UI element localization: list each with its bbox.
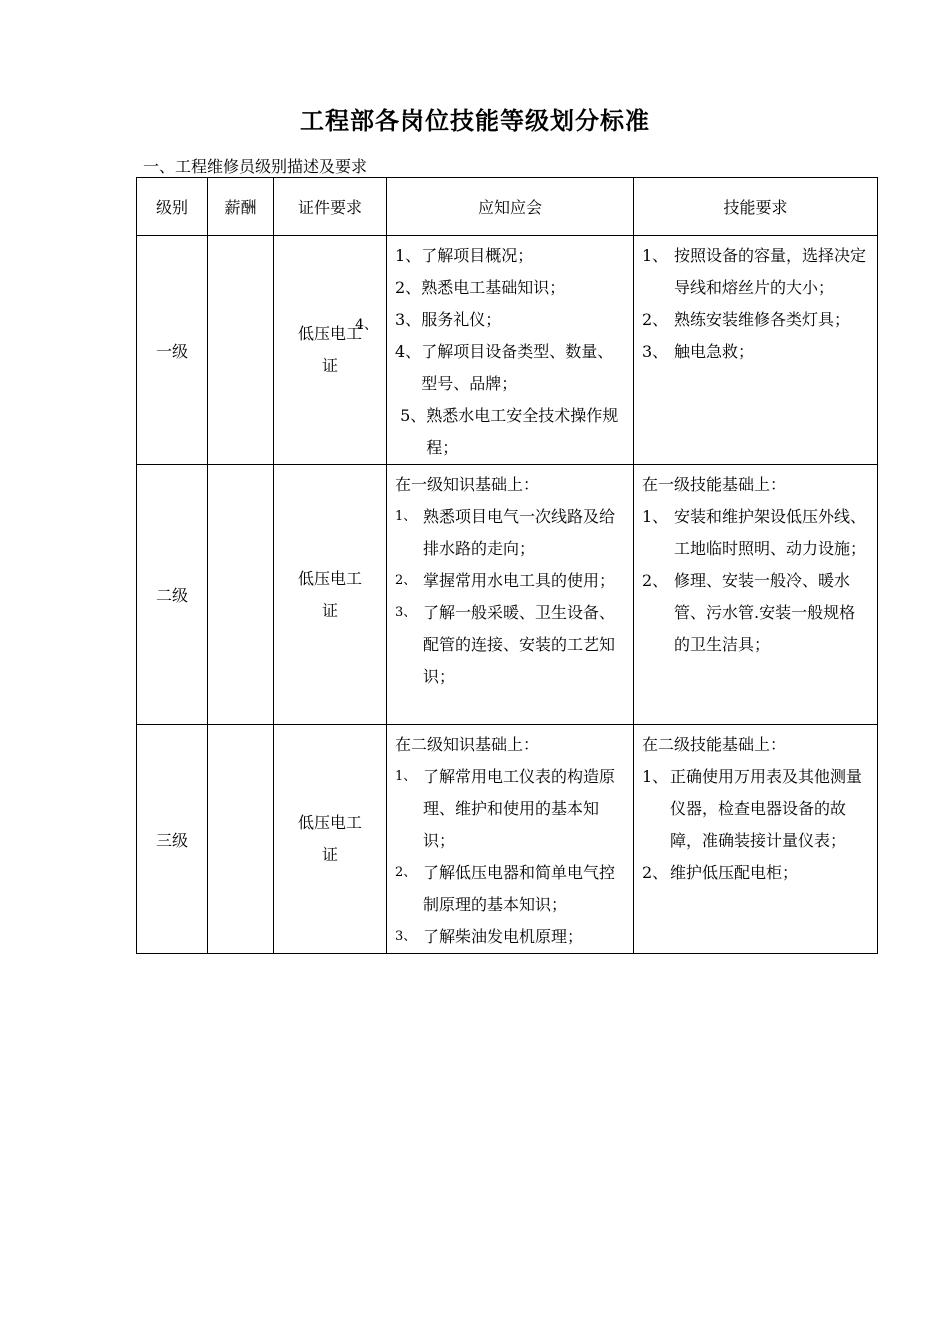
list-item: 2、 修理、安装一般冷、暖水管、污水管.安装一般规格的卫生洁具；	[642, 571, 856, 654]
table-row	[137, 465, 878, 725]
list-item: 2、 熟悉电工基础知识；	[395, 278, 566, 297]
list-item: 1、 安装和维护架设低压外线、工地临时照明、动力设施；	[642, 507, 867, 558]
knowledge-lead: 在二级知识基础上：	[395, 735, 540, 754]
knowledge-cell	[387, 465, 634, 725]
salary-cell	[208, 465, 274, 725]
salary-cell	[208, 236, 274, 465]
list-item: 2、 熟练安装维修各类灯具；	[642, 310, 851, 329]
level-cell: 一级	[137, 236, 208, 465]
knowledge-cell	[387, 725, 634, 954]
skills-lead: 在一级技能基础上：	[642, 475, 787, 494]
section-heading: 一、工程维修员级别描述及要求	[143, 157, 368, 176]
list-item: 3、 了解柴油发电机原理；	[395, 927, 584, 946]
cert-cell	[274, 236, 387, 465]
skills-lead: 在二级技能基础上：	[642, 735, 787, 754]
cert-cell	[274, 465, 387, 725]
skills-cell	[634, 725, 878, 954]
cert-text: 低压电工证	[297, 813, 362, 864]
knowledge-lead: 在一级知识基础上：	[395, 475, 540, 494]
header-knowledge: 应知应会	[387, 178, 634, 236]
list-item: 4、 了解项目设备类型、数量、型号、品牌；	[395, 342, 614, 393]
level-table	[136, 177, 878, 954]
salary-cell	[208, 725, 274, 954]
list-item: 2、 掌握常用水电工具的使用；	[395, 571, 616, 590]
list-item: 3、 了解一般采暖、卫生设备、配管的连接、安装的工艺知识；	[395, 603, 616, 686]
list-item: 1、 正确使用万用表及其他测量仪器，检查电器设备的故障，准确装接计量仪表；	[642, 767, 863, 850]
list-item: 1、 熟悉项目电气一次线路及给排水路的走向；	[395, 507, 616, 558]
table-row	[137, 236, 878, 465]
list-item: 3、 服务礼仪；	[395, 310, 502, 329]
table-header-row	[137, 178, 878, 236]
cert-cell	[274, 725, 387, 954]
level-cell: 三级	[137, 725, 208, 954]
list-item: 1、 按照设备的容量，选择决定导线和熔丝片的大小；	[642, 246, 867, 297]
table-row	[137, 725, 878, 954]
page-title: 工程部各岗位技能等级划分标准	[300, 106, 650, 135]
list-item: 1、 了解项目概况；	[395, 246, 534, 265]
list-item: 3、 触电急救；	[642, 342, 755, 361]
header-level: 级别	[137, 178, 208, 236]
cert-text: 低压电工证	[297, 568, 362, 620]
header-skills: 技能要求	[634, 178, 878, 236]
knowledge-cell	[387, 236, 634, 465]
list-item: 1、 了解常用电工仪表的构造原理、维护和使用的基本知识；	[395, 767, 616, 850]
skills-cell	[634, 465, 878, 725]
header-salary: 薪酬	[208, 178, 274, 236]
level-cell: 二级	[137, 465, 208, 725]
stray-number: 4、	[355, 316, 378, 333]
list-item: 5、 熟悉水电工安全技术操作规程；	[395, 406, 619, 457]
cert-text: 低压电工证	[297, 324, 362, 375]
header-cert: 证件要求	[274, 178, 387, 236]
list-item: 2、 了解低压电器和简单电气控制原理的基本知识；	[395, 863, 616, 914]
skills-cell	[634, 236, 878, 465]
list-item: 2、 维护低压配电柜；	[642, 863, 799, 882]
